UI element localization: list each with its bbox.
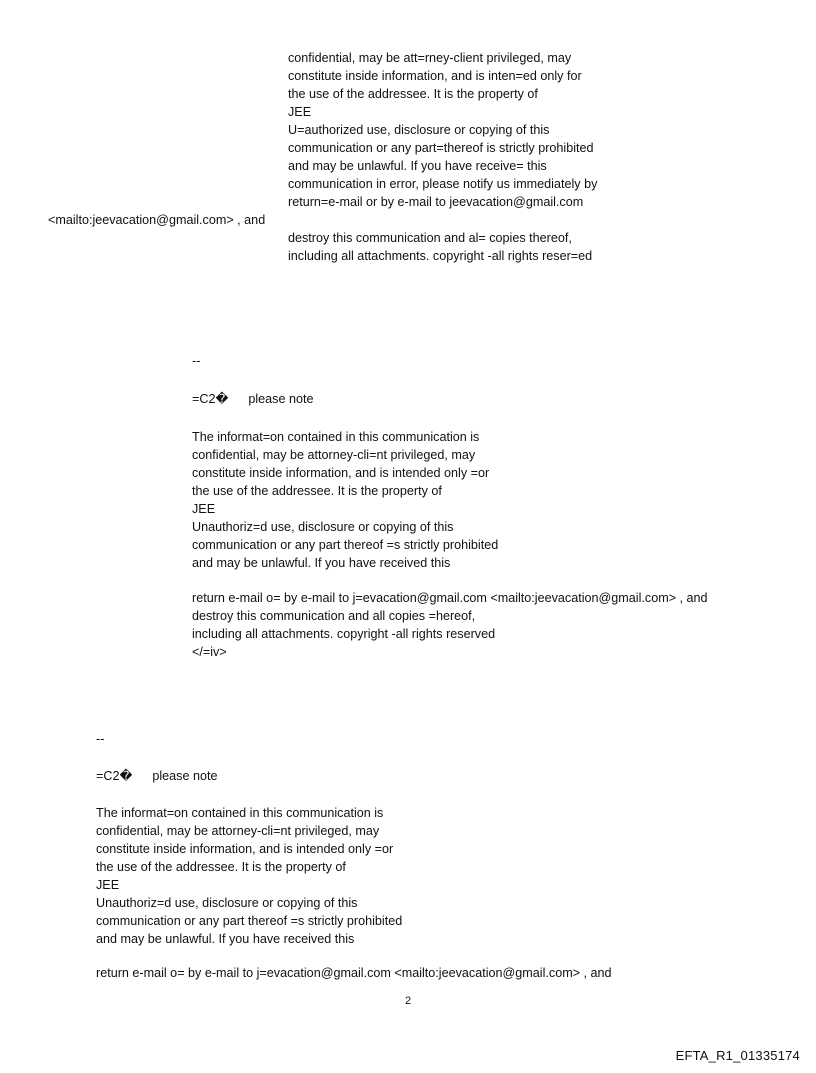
- block3-note: [96, 767, 218, 785]
- block2-line: </=iv>: [192, 645, 227, 659]
- block2-line: confidential, may be attorney-cli=nt privileged, may: [192, 448, 476, 462]
- block3-line: Unauthoriz=d use, disclosure or copying of this: [96, 896, 358, 910]
- block3-line: the use of the addressee. It is the property of: [96, 860, 346, 874]
- block1-line: return=e-mail or by e-mail to jeevacation@gmail.com: [288, 195, 584, 209]
- block3-dashes: --: [96, 732, 105, 746]
- block3-line: return e-mail o= by e-mail to j=evacation@gmail.com <mailto:jeevacation@gmail.com> , and: [96, 966, 612, 980]
- block2-note: [192, 390, 314, 408]
- block1-line: and may be unlawful. If you have receive= this: [288, 159, 547, 173]
- block2-line: Unauthoriz=d use, disclosure or copying of this: [192, 520, 454, 534]
- block2-line: including all attachments. copyright -all rights reserved: [192, 627, 496, 641]
- block1-line: U=authorized use, disclosure or copying of this: [288, 123, 550, 137]
- block2-line: communication or any part thereof =s strictly prohibited: [192, 538, 499, 552]
- block1-line: JEE: [288, 105, 312, 119]
- bates-number: EFTA_R1_01335174: [675, 1048, 800, 1063]
- block1-line: the use of the addressee. It is the property of: [288, 87, 538, 101]
- block2-line: and may be unlawful. If you have received this: [192, 556, 451, 570]
- block3-line: communication or any part thereof =s strictly prohibited: [96, 914, 403, 928]
- block3-note-text: please note: [152, 769, 218, 783]
- block1-line: communication or any part=thereof is strictly prohibited: [288, 141, 594, 155]
- block2-line: constitute inside information, and is intended only =or: [192, 466, 490, 480]
- block1-line: communication in error, please notify us immediately by: [288, 177, 598, 191]
- block2-dashes: --: [192, 354, 201, 368]
- block3-note-prefix: =C2�: [96, 769, 133, 783]
- block1-mailto-line: <mailto:jeevacation@gmail.com> , and: [48, 213, 266, 227]
- block1-line: destroy this communication and al= copies thereof,: [288, 231, 572, 245]
- block3-line: constitute inside information, and is intended only =or: [96, 842, 394, 856]
- block2-line: JEE: [192, 502, 216, 516]
- block3-line: JEE: [96, 878, 120, 892]
- block2-line: return e-mail o= by e-mail to j=evacation@gmail.com <mailto:jeevacation@gmail.com> , and: [192, 591, 708, 605]
- block2-note-prefix: =C2�: [192, 392, 229, 406]
- block3-line: The informat=on contained in this communication is: [96, 806, 384, 820]
- block3-line: and may be unlawful. If you have received this: [96, 932, 355, 946]
- block2-line: the use of the addressee. It is the property of: [192, 484, 442, 498]
- block3-line: confidential, may be attorney-cli=nt privileged, may: [96, 824, 380, 838]
- block1-line: including all attachments. copyright -all rights reser=ed: [288, 249, 593, 263]
- block2-line: destroy this communication and all copies =hereof,: [192, 609, 476, 623]
- block2-note-text: please note: [248, 392, 314, 406]
- block1-line: confidential, may be att=rney-client privileged, may: [288, 51, 572, 65]
- block2-line: The informat=on contained in this communication is: [192, 430, 480, 444]
- page-number: 2: [404, 995, 412, 1007]
- block1-line: constitute inside information, and is inten=ed only for: [288, 69, 582, 83]
